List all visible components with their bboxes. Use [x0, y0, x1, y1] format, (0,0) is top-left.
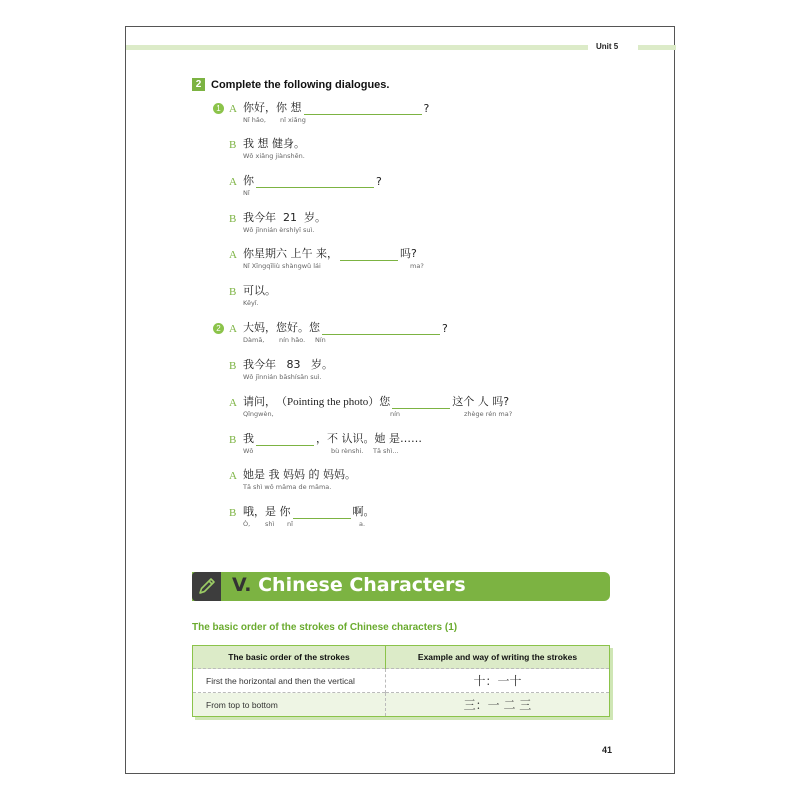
dialogue1-line-6	[229, 284, 276, 307]
table-cell-example: 十：一十	[386, 669, 610, 693]
dialogue-marker-2: 2	[213, 323, 224, 334]
exercise-title: Complete the following dialogues.	[211, 78, 390, 91]
speaker-label: B	[229, 213, 237, 225]
exercise-heading	[192, 78, 389, 91]
stroke-order-table	[192, 645, 610, 717]
speaker-label: B	[229, 507, 237, 519]
section-title	[232, 574, 466, 596]
dialogue2-line-6	[229, 505, 375, 528]
pinyin: zhège rén ma?	[464, 410, 513, 418]
answer-blank[interactable]	[392, 398, 450, 409]
table-cell-order: From top to bottom	[193, 693, 386, 717]
line-text: 你好，你 想	[243, 101, 302, 114]
dialogue1-line-2	[229, 137, 305, 160]
line-text: 我今年 21 岁。	[243, 211, 326, 224]
answer-blank[interactable]	[293, 508, 351, 519]
pinyin: Ò,	[243, 520, 251, 528]
pinyin: Tā shì wǒ māma de māma.	[243, 483, 332, 491]
pinyin: nín	[390, 410, 401, 418]
answer-blank[interactable]	[322, 324, 440, 335]
dialogue2-line-5	[229, 468, 356, 491]
line-text: 我	[243, 432, 254, 445]
pinyin: a.	[359, 520, 366, 528]
dialogue2-line-2	[229, 358, 333, 381]
pinyin: Tā shì...	[373, 447, 399, 455]
line-text: 请问，	[243, 395, 276, 408]
table-header: The basic order of the strokes	[193, 646, 386, 669]
dialogue1-line-3	[229, 174, 382, 197]
speaker-label: B	[229, 139, 237, 151]
pencil-icon	[192, 572, 221, 601]
table-row	[193, 693, 610, 717]
table-row	[193, 669, 610, 693]
answer-blank[interactable]	[256, 435, 314, 446]
line-text-end: ?	[376, 175, 382, 188]
stroke-order-subtitle: The basic order of the strokes of Chinese characters (1)	[192, 622, 458, 633]
table-cell-example: 三：一 二 三	[386, 693, 610, 717]
header-bar	[126, 45, 588, 50]
pinyin: bù rènshi.	[331, 447, 364, 455]
pinyin: Wǒ jīnnián bāshísān suì.	[243, 373, 322, 381]
speaker-label: A	[229, 323, 237, 335]
line-text: 哦，是 你	[243, 505, 291, 518]
pinyin: Nín	[315, 336, 326, 344]
section-title-text: Chinese Characters	[258, 574, 466, 596]
pinyin: shì	[265, 520, 275, 528]
speaker-label: A	[229, 176, 237, 188]
speaker-label: A	[229, 249, 237, 261]
pinyin: Wǒ jīnnián èrshíyī suì.	[243, 226, 315, 234]
line-text-end: 吗?	[400, 247, 417, 260]
exercise-number: 2	[192, 78, 205, 91]
speaker-label: A	[229, 470, 237, 482]
speaker-label: B	[229, 434, 237, 446]
line-text: 她是 我 妈妈 的 妈妈。	[243, 468, 356, 481]
speaker-label: A	[229, 103, 237, 115]
dialogue1-line-1	[229, 101, 429, 124]
line-text: 可以。	[243, 284, 276, 297]
pinyin: nǐ	[287, 520, 293, 528]
line-text-end: ?	[442, 322, 448, 335]
table-cell-order: First the horizontal and then the vertical	[193, 669, 386, 693]
dialogue1-line-5	[229, 247, 424, 270]
answer-blank[interactable]	[304, 104, 422, 115]
pinyin: Nǐ	[243, 189, 250, 197]
line-text: 我 想 健身。	[243, 137, 305, 150]
table-header-row	[193, 646, 610, 669]
answer-blank[interactable]	[256, 177, 374, 188]
dialogue-marker-1: 1	[213, 103, 224, 114]
chinese-characters-banner	[192, 572, 610, 601]
pinyin: Kěyǐ.	[243, 299, 259, 307]
line-text: 我今年 83 岁。	[243, 358, 333, 371]
textbook-page	[125, 26, 675, 774]
line-text: 大妈，您好。您	[243, 321, 320, 334]
pinyin: Dàmā,	[243, 336, 265, 344]
pinyin: Wǒ	[243, 447, 254, 455]
line-text-end: 这个 人 吗?	[452, 395, 510, 408]
pinyin: Nǐ Xīngqīliù shàngwǔ lái	[243, 262, 321, 270]
stage-direction: （Pointing the photo）您	[276, 396, 391, 408]
speaker-label: B	[229, 286, 237, 298]
line-text-end: ?	[423, 102, 430, 115]
pinyin: nín hǎo.	[279, 336, 306, 344]
page-number: 41	[602, 745, 613, 755]
answer-blank[interactable]	[340, 250, 398, 261]
unit-label: Unit 5	[596, 42, 619, 51]
line-text-end: ，不 认识。她 是……	[316, 432, 422, 445]
line-text: 你	[243, 174, 254, 187]
pinyin: Nǐ hǎo,	[243, 116, 266, 124]
dialogue2-line-4	[229, 432, 422, 455]
pinyin: Wǒ xiǎng jiànshēn.	[243, 152, 305, 160]
speaker-label: A	[229, 397, 237, 409]
dialogue2-line-3	[229, 395, 513, 418]
pinyin: ma?	[410, 262, 424, 270]
pinyin: Qǐngwèn,	[243, 410, 274, 418]
header-bar-end	[638, 45, 676, 50]
section-roman: V.	[232, 574, 252, 596]
line-text-end: 啊。	[352, 505, 375, 518]
table-header: Example and way of writing the strokes	[386, 646, 610, 669]
pinyin: nǐ xiǎng	[280, 116, 306, 124]
line-text: 你星期六 上午 来，	[243, 247, 338, 260]
speaker-label: B	[229, 360, 237, 372]
dialogue2-line-1	[229, 321, 448, 344]
dialogue1-line-4	[229, 211, 326, 234]
